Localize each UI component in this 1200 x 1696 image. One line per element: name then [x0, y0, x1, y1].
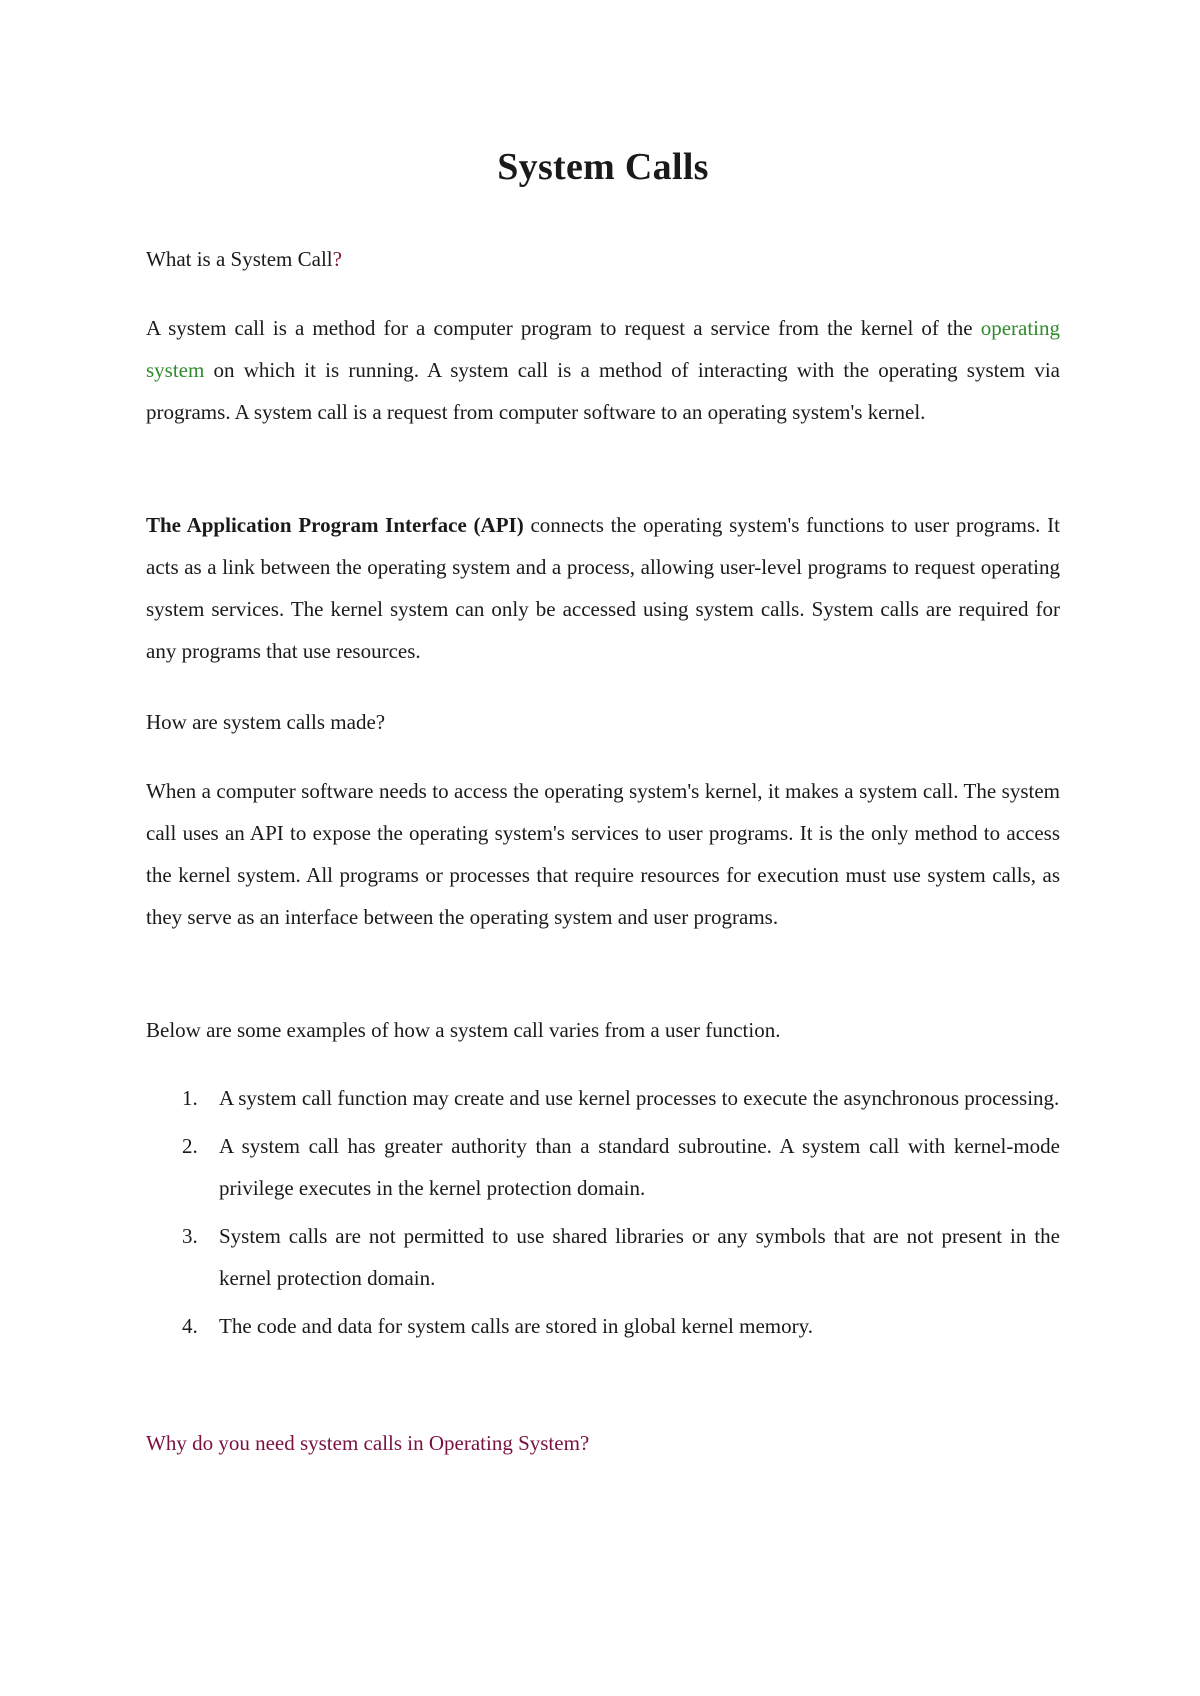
list-item-number: 4.	[182, 1314, 198, 1338]
heading-what-is-system-call-text: What is a System Call	[146, 247, 333, 271]
list-item	[146, 1215, 1060, 1299]
list-item-number: 1.	[182, 1086, 198, 1110]
paragraph-api-rest: connects the operating system's functions to user programs. It acts as a link between the operating system and a process, allowing user-level programs to request operating system services. The kernel system can only be accessed using system calls. System calls are required for any programs that use resources.	[146, 513, 1060, 663]
list-item-text: A system call has greater authority than a standard subroutine. A system call with kernel-mode privilege executes in the kernel protection domain.	[219, 1134, 1060, 1200]
list-item	[146, 1077, 1060, 1119]
paragraph-definition	[146, 307, 1060, 433]
paragraph-how-made: When a computer software needs to access the operating system's kernel, it makes a system call. The system call uses an API to expose the operating system's services to user programs. It is the only method to access the kernel system. All programs or processes that require resources for execution must use system calls, as they serve as an interface between the operating system and user programs.	[146, 779, 1060, 929]
list-item	[146, 1125, 1060, 1209]
list-item	[146, 1305, 1060, 1347]
paragraph-api	[146, 504, 1060, 672]
list-item-number: 2.	[182, 1134, 198, 1158]
heading-how-made: How are system calls made?	[146, 710, 386, 734]
page-title: System Calls	[497, 146, 709, 188]
list-item-text: A system call function may create and use kernel processes to execute the asynchronous processing.	[219, 1086, 1060, 1110]
heading-what-is-system-call	[146, 238, 1060, 280]
paragraph-definition-end: on which it is running. A system call is a method of interacting with the operating system via programs. A system call is a request from computer software to an operating system's kernel.	[146, 358, 1060, 424]
operating-system-link[interactable]: operating system	[146, 316, 1060, 382]
heading-question-mark: ?	[332, 247, 342, 271]
list-item-text: System calls are not permitted to use shared libraries or any symbols that are not present in the kernel protection domain.	[219, 1224, 1060, 1290]
paragraph-definition-start: A system call is a method for a computer program to request a service from the kernel of the	[146, 316, 981, 340]
api-term: The Application Program Interface (API)	[146, 513, 524, 537]
paragraph-examples-intro: Below are some examples of how a system call varies from a user function.	[146, 1018, 781, 1042]
list-item-text: The code and data for system calls are stored in global kernel memory.	[219, 1314, 814, 1338]
examples-list	[146, 1077, 1060, 1353]
list-item-number: 3.	[182, 1224, 198, 1248]
heading-why-need: Why do you need system calls in Operating System?	[146, 1431, 590, 1455]
